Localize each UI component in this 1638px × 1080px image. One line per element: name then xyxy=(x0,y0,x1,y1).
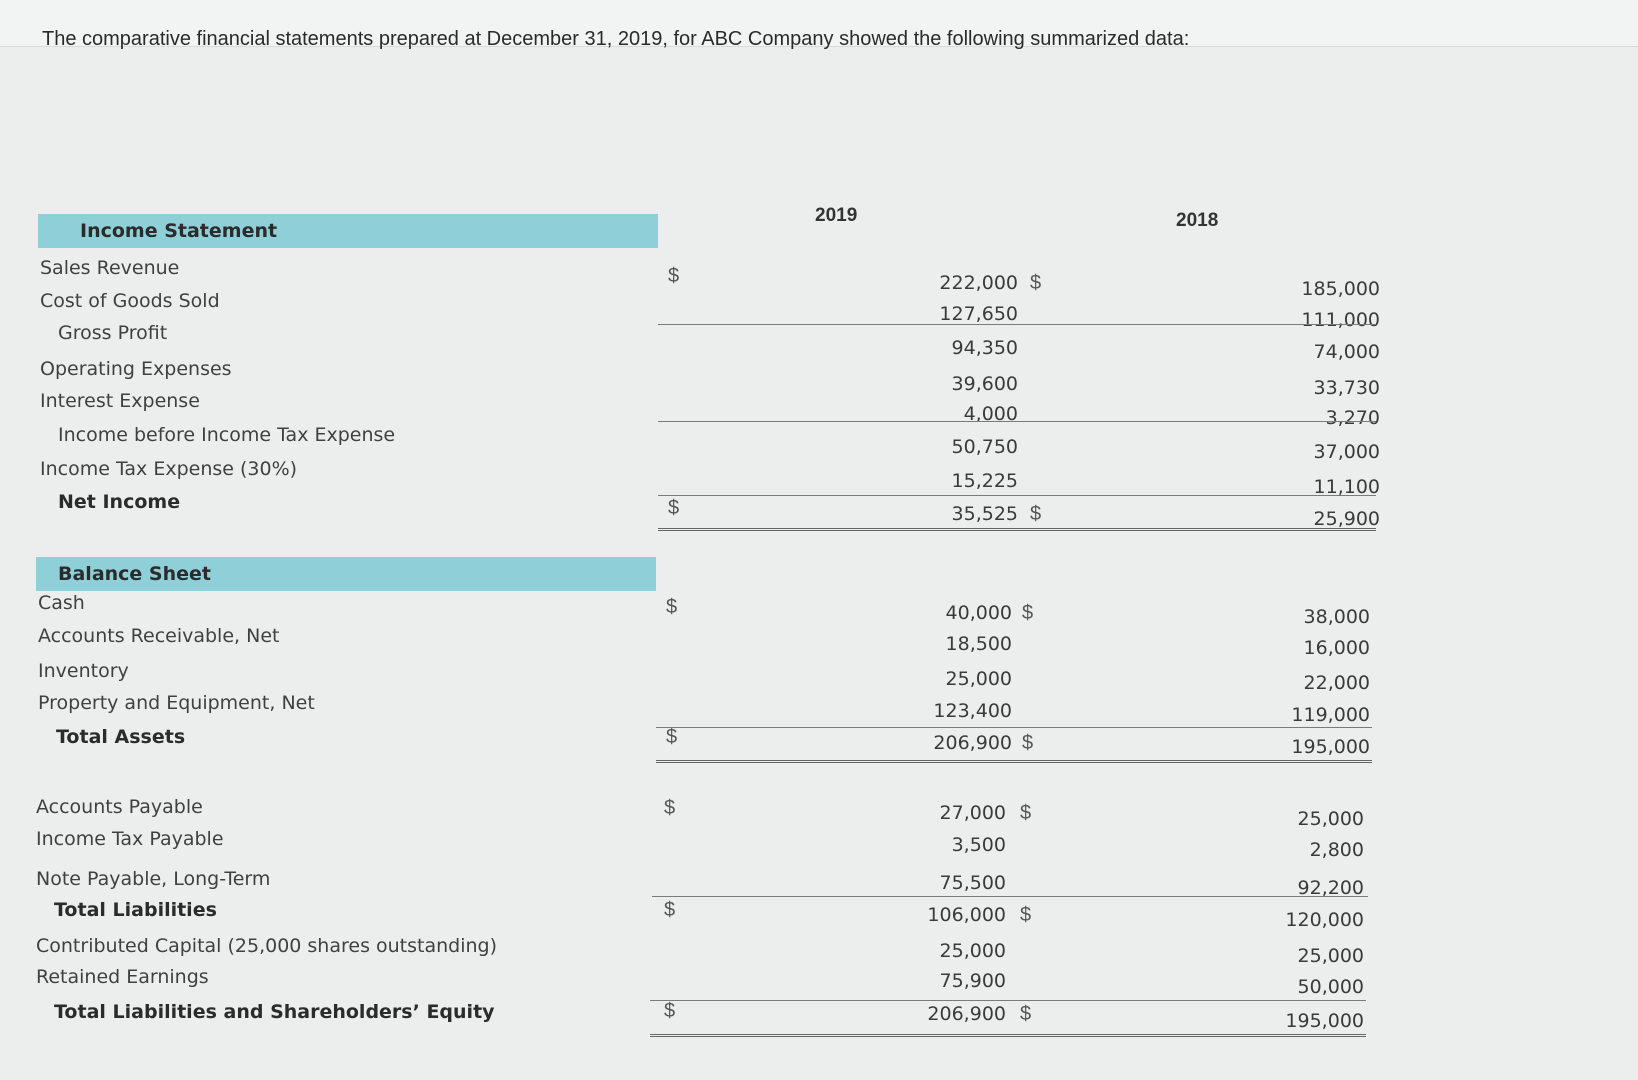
dollar-sign: $ xyxy=(1030,272,1042,294)
label-net-income: Net Income xyxy=(58,491,181,513)
label-income-tax-payable: Income Tax Payable xyxy=(36,828,224,850)
is-2019-income-before-tax: 50,750 xyxy=(951,436,1018,458)
subtotal-rule xyxy=(658,495,1376,496)
bs-2019-total-liabilities-equity: 206,900 xyxy=(927,1003,1006,1025)
is-2018-sales: 185,000 xyxy=(1301,278,1380,300)
is-2019-operating-expenses: 39,600 xyxy=(951,373,1018,395)
dollar-sign: $ xyxy=(666,726,678,748)
subtotal-rule xyxy=(650,1000,1366,1001)
label-cogs: Cost of Goods Sold xyxy=(40,290,220,312)
is-2018-cogs: 111,000 xyxy=(1301,309,1380,331)
bs-2019-accounts-payable: 27,000 xyxy=(939,802,1006,824)
is-2019-cogs: 127,650 xyxy=(939,303,1018,325)
dollar-sign: $ xyxy=(1030,503,1042,525)
label-total-assets: Total Assets xyxy=(56,726,186,748)
label-income-before-tax: Income before Income Tax Expense xyxy=(58,424,396,446)
label-inventory: Inventory xyxy=(38,660,129,682)
bs-2018-retained-earnings: 50,000 xyxy=(1297,976,1364,998)
label-income-tax-expense: Income Tax Expense (30%) xyxy=(40,458,298,480)
income-statement-heading: Income Statement xyxy=(38,214,658,248)
is-2019-income-tax: 15,225 xyxy=(951,470,1018,492)
label-operating-expenses: Operating Expenses xyxy=(40,358,232,380)
bs-2018-cash: 38,000 xyxy=(1303,606,1370,628)
label-gross-profit: Gross Profit xyxy=(58,322,168,344)
balance-sheet-heading: Balance Sheet xyxy=(36,557,656,591)
bs-2018-contributed-capital: 25,000 xyxy=(1297,945,1364,967)
bs-2018-total-liabilities-equity: 195,000 xyxy=(1285,1010,1364,1032)
bs-2019-note-payable: 75,500 xyxy=(939,872,1006,894)
bs-2018-note-payable: 92,200 xyxy=(1297,877,1364,899)
bs-2018-total-assets: 195,000 xyxy=(1291,736,1370,758)
is-2018-operating-expenses: 33,730 xyxy=(1313,377,1380,399)
label-accounts-receivable: Accounts Receivable, Net xyxy=(38,625,280,647)
label-cash: Cash xyxy=(38,592,85,614)
is-2019-net-income: 35,525 xyxy=(951,503,1018,525)
bs-2018-accounts-receivable: 16,000 xyxy=(1303,637,1370,659)
bs-2018-total-liabilities: 120,000 xyxy=(1285,909,1364,931)
dollar-sign: $ xyxy=(664,899,676,921)
bs-2019-contributed-capital: 25,000 xyxy=(939,940,1006,962)
bs-2018-inventory: 22,000 xyxy=(1303,672,1370,694)
dollar-sign: $ xyxy=(1020,802,1032,824)
is-2018-interest-expense: 3,270 xyxy=(1325,407,1380,429)
dollar-sign: $ xyxy=(1020,904,1032,926)
subtotal-rule xyxy=(652,896,1368,897)
bs-2019-total-liabilities: 106,000 xyxy=(927,904,1006,926)
label-retained-earnings: Retained Earnings xyxy=(36,966,209,988)
is-2019-sales: 222,000 xyxy=(939,272,1018,294)
dollar-sign: $ xyxy=(668,265,680,287)
subtotal-rule xyxy=(656,727,1372,728)
bs-2018-property-equipment: 119,000 xyxy=(1291,704,1370,726)
total-double-rule xyxy=(656,760,1372,763)
label-total-liabilities-equity: Total Liabilities and Shareholders’ Equity xyxy=(54,1001,495,1023)
label-contributed-capital: Contributed Capital (25,000 shares outstanding) xyxy=(36,935,498,957)
label-note-payable: Note Payable, Long-Term xyxy=(36,868,271,890)
bs-2019-cash: 40,000 xyxy=(945,602,1012,624)
label-sales-revenue: Sales Revenue xyxy=(40,257,180,279)
dollar-sign: $ xyxy=(664,1000,676,1022)
intro-text: The comparative financial statements prepared at December 31, 2019, for ABC Company showed the following summarized data: xyxy=(42,28,1190,50)
bs-2019-retained-earnings: 75,900 xyxy=(939,970,1006,992)
bs-2018-income-tax-payable: 2,800 xyxy=(1309,839,1364,861)
year-2019-header: 2019 xyxy=(815,205,858,226)
total-double-rule xyxy=(650,1034,1366,1037)
label-accounts-payable: Accounts Payable xyxy=(36,796,203,818)
dollar-sign: $ xyxy=(664,797,676,819)
dollar-sign: $ xyxy=(1022,602,1034,624)
is-2018-net-income: 25,900 xyxy=(1313,508,1380,530)
bs-2019-accounts-receivable: 18,500 xyxy=(945,633,1012,655)
bs-2019-property-equipment: 123,400 xyxy=(933,700,1012,722)
bs-2019-total-assets: 206,900 xyxy=(933,732,1012,754)
dollar-sign: $ xyxy=(666,596,678,618)
is-2019-gross-profit: 94,350 xyxy=(951,337,1018,359)
dollar-sign: $ xyxy=(1022,732,1034,754)
subtotal-rule xyxy=(658,324,1376,325)
total-double-rule xyxy=(658,528,1376,531)
is-2018-gross-profit: 74,000 xyxy=(1313,341,1380,363)
is-2019-interest-expense: 4,000 xyxy=(963,403,1018,425)
bs-2019-income-tax-payable: 3,500 xyxy=(951,834,1006,856)
label-interest-expense: Interest Expense xyxy=(40,390,200,412)
year-2018-header: 2018 xyxy=(1176,210,1219,231)
is-2018-income-tax: 11,100 xyxy=(1313,476,1380,498)
bs-2019-inventory: 25,000 xyxy=(945,668,1012,690)
subtotal-rule xyxy=(658,421,1376,422)
dollar-sign: $ xyxy=(1020,1003,1032,1025)
bs-2018-accounts-payable: 25,000 xyxy=(1297,808,1364,830)
label-property-equipment: Property and Equipment, Net xyxy=(38,692,315,714)
dollar-sign: $ xyxy=(668,497,680,519)
is-2018-income-before-tax: 37,000 xyxy=(1313,441,1380,463)
label-total-liabilities: Total Liabilities xyxy=(54,899,217,921)
